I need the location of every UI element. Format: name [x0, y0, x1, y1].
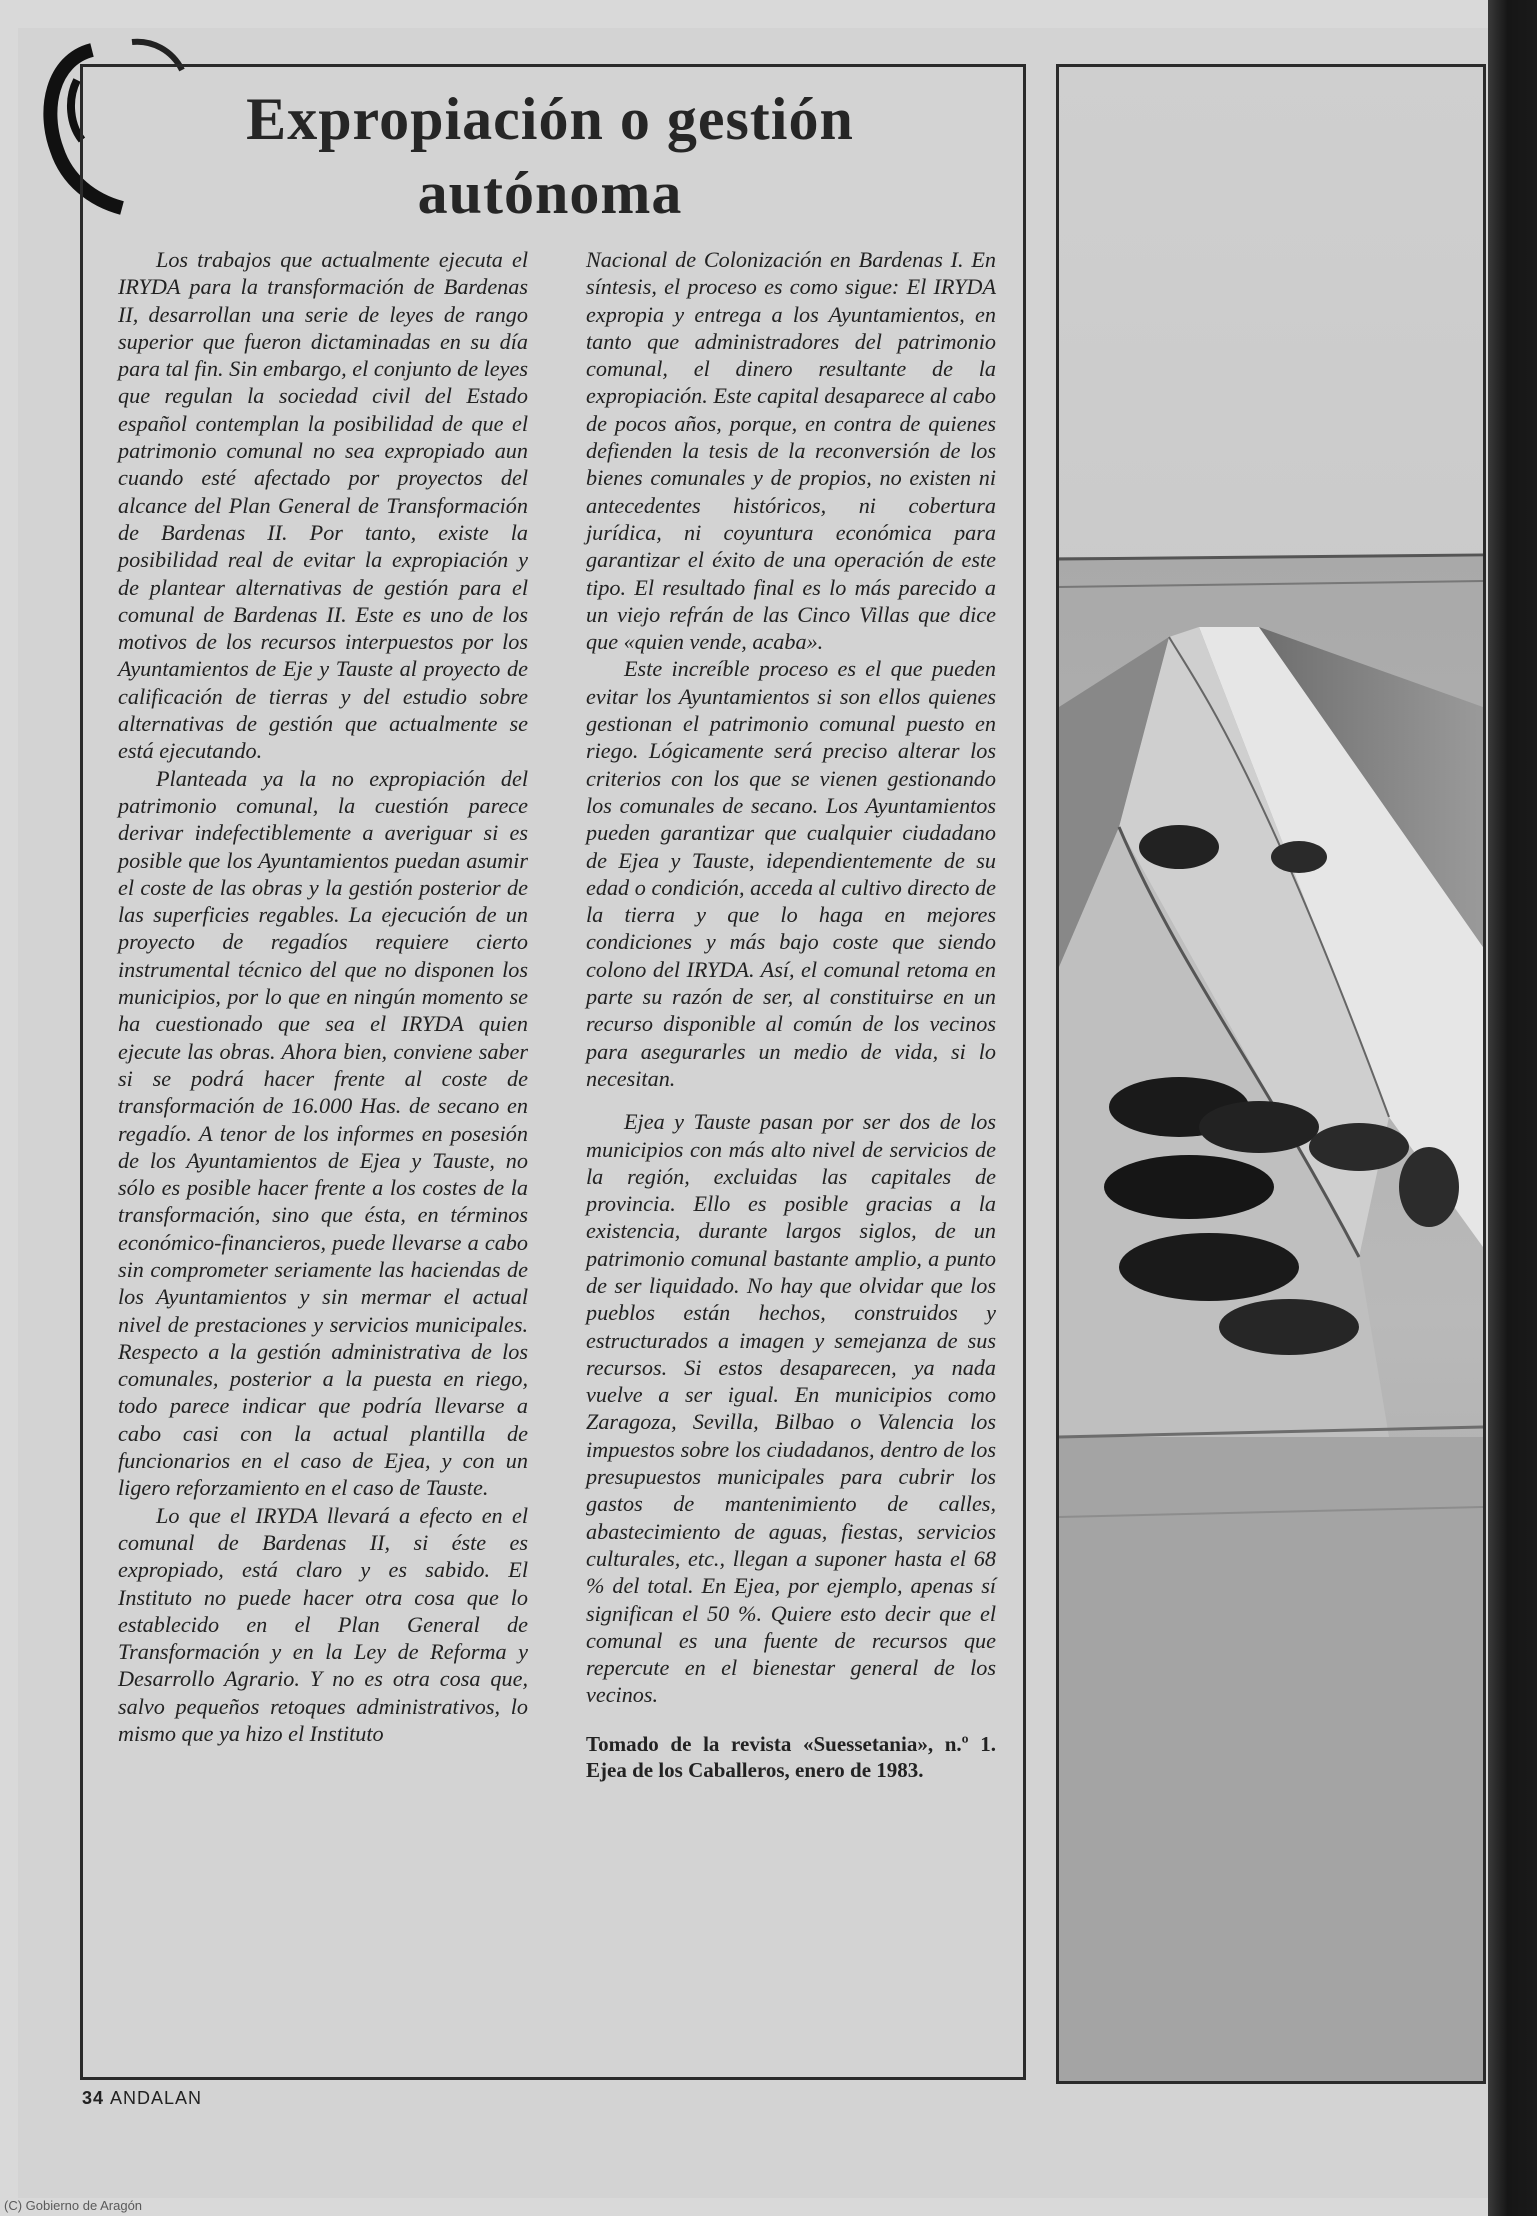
paragraph: Planteada ya la no expropiación del patrimonio comunal, la cuestión parece derivar indefectiblemente a averiguar si es posible que los Ayuntamientos puedan asumir el coste de las obras y la gestión posterior de las superficies regables. La ejecución de un proyecto de regadíos requiere cierto instrumental técnico del que no disponen los municipios, por lo que en ningún momento se ha cuestionado que sea el IRYDA quien ejecute las obras. Ahora bien, conviene saber si se podrá hacer frente al coste de transformación de 16.000 Has. de secano en regadío. A tenor de los informes en posesión de los Ayuntamientos de Ejea y Tauste, no sólo es posible hacer frente a los costes de la transformación, sino que ésta, en términos económico-financieros, puede llevarse a cabo sin comprometer seriamente las haciendas de los Ayuntamientos y sin mermar el actual nivel de prestaciones y servicios municipales. Respecto a la gestión administrativa de los comunales, posterior a la puesta en riego, todo parece indicar que podría llevarse a cabo casi con la actual plantilla de funcionarios en el caso de Ejea, y con un ligero reforzamiento en el caso de Tauste. — [118, 765, 528, 1501]
credit-text: Tomado de la revista «Suessetania», n.º 1. Ejea de los Caballeros, enero de 1983. — [586, 1731, 996, 1782]
page-number: 34 — [82, 2088, 105, 2108]
paragraph: Nacional de Colonización en Bardenas I. En síntesis, el proceso es como sigue: El IRYDA expropia y entrega a los Ayuntamientos, en tanto que administradores del patrimonio comunal, el dinero resultante de la expropiación. Este capital desaparece al cabo de pocos años, porque, en contra de quienes defienden la tesis de la reconversión de los bienes comunales y de propios, no existen ni antecedentes históricos, ni cobertura jurídica, ni coyuntura económica para garantizar el éxito de una operación de este tipo. El resultado final es lo más parecido a un viejo refrán de las Cinco Villas que dice que «quien vende, acaba». — [586, 247, 996, 655]
title-line-1: Expropiación o gestión — [246, 86, 854, 152]
paragraph: Los trabajos que actualmente ejecuta el IRYDA para la transformación de Bardenas II, desarrollan una serie de leyes de rango superior que fueron dictaminadas en su día para tal fin. Sin embargo, el conjunto de leyes que regulan la sociedad civil del Estado español contemplan la posibilidad de que el patrimonio comunal no sea expropiado aun cuando esté afectado por proyectos del alcance del Plan General de Transformación de Bardenas II. Por tanto, existe la posibilidad real de evitar la expropiación y de plantear alternativas de gestión para el comunal de Bardenas II. Este es uno de los motivos de los recursos interpuestos por los Ayuntamientos de Eje y Tauste al proyecto de calificación de tierras y del estudio sobre alternativas de gestión que actualmente se está ejecutando. — [118, 247, 528, 764]
paragraph: Lo que el IRYDA llevará a efecto en el comunal de Bardenas II, si éste es expropiado, está claro y es sabido. El Instituto no puede hacer otra cosa que lo establecido en el Plan General de Transformación y en la Ley de Reforma y Desarrollo Agrario. Y no es otra cosa que, salvo pequeños retoques administrativos, lo mismo que ya hizo el Instituto — [118, 1502, 528, 1747]
scan-edge — [1488, 0, 1537, 2216]
page-footer — [82, 2088, 202, 2109]
text-column-left — [118, 246, 528, 1747]
source-credit — [586, 1731, 996, 1783]
copyright-watermark: (C) Gobierno de Aragón — [4, 2198, 143, 2213]
magazine-name: ANDALAN — [110, 2088, 203, 2108]
irrigation-canal-photo — [1056, 64, 1486, 2084]
paragraph: Ejea y Tauste pasan por ser dos de los municipios con más alto nivel de servicios de la región, excluidas las capitales de provincia. Ello es posible gracias a la existencia, durante largos siglos, de un patrimonio comunal bastante amplio, a punto de ser liquidado. No hay que olvidar que los pueblos están hechos, construidos y estructurados a imagen y semejanza de sus recursos. Si estos desaparecen, ya nada vuelve a ser igual. En municipios como Zaragoza, Sevilla, Bilbao o Valencia los impuestos sobre los ciudadanos, dentro de los presupuestos municipales para cubrir los gastos de mantenimiento de calles, abastecimiento de aguas, fiestas, servicios culturales, etc., llegan a suponer hasta el 68 % del total. En Ejea, por ejemplo, apenas sí significan el 50 %. Quiere esto decir que el comunal es una fuente de recursos que repercute en el bienestar general de los vecinos. — [586, 1109, 996, 1708]
paragraph: Este increíble proceso es el que pueden evitar los Ayuntamientos si son ellos quienes gestionan el patrimonio comunal puesto en riego. Lógicamente será preciso alterar los criterios con los que se vienen gestionando los comunales de secano. Los Ayuntamientos pueden garantizar que cualquier ciudadano de Ejea y Tauste, idependientemente de su edad o condición, acceda al cultivo directo de la tierra y que lo haga en mejores condiciones y más bajo coste que siendo colono del IRYDA. Así, el comunal retoma en parte su razón de ser, al constituirse en un recurso disponible al común de los vecinos para asegurarles un medio de vida, si lo necesitan. — [586, 656, 996, 1091]
canal-photo-illustration — [1059, 67, 1483, 2081]
title-line-2: autónoma — [417, 160, 683, 226]
article-title — [110, 82, 990, 230]
text-column-right — [586, 246, 996, 1783]
